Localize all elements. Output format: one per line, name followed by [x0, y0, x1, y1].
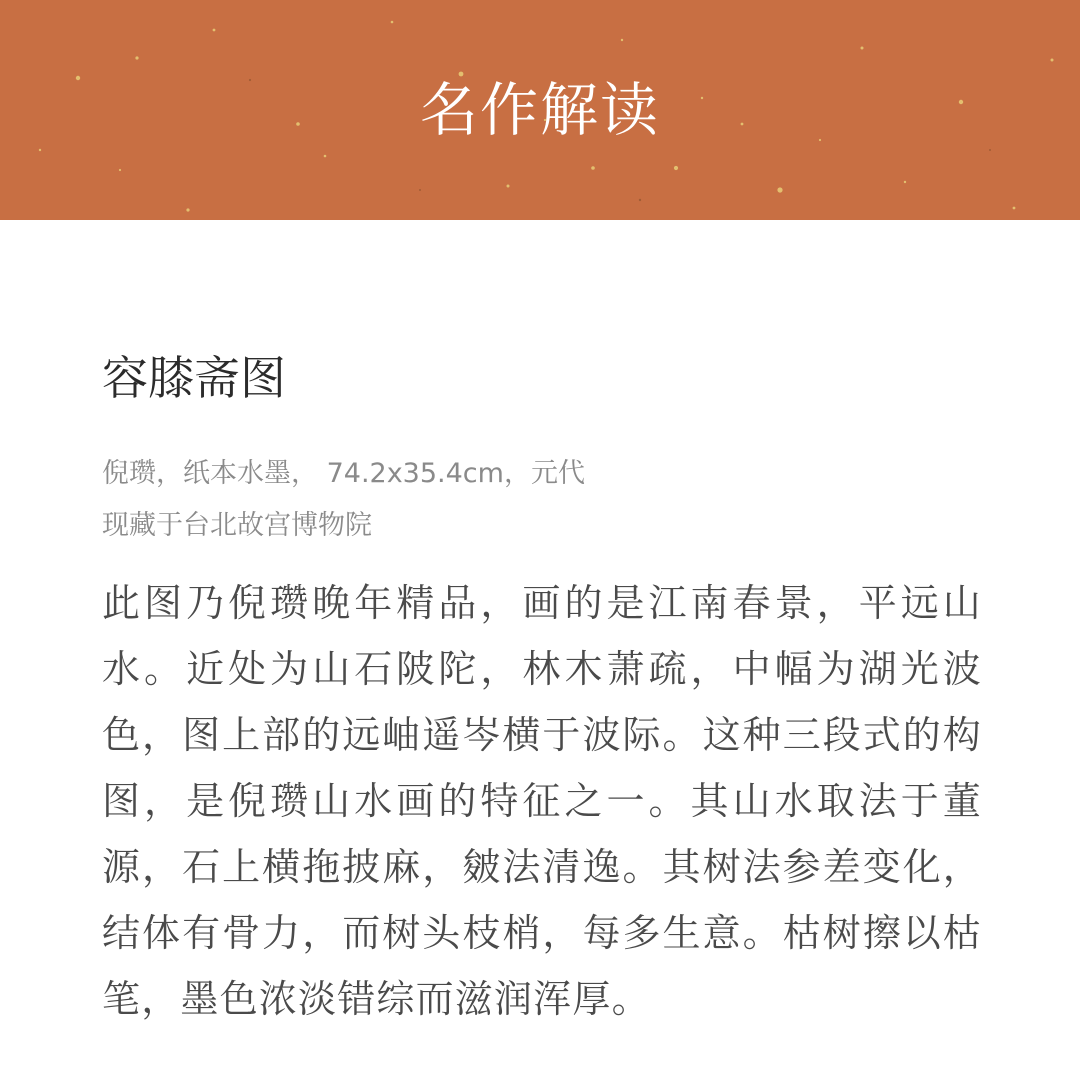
- artwork-meta: [102, 448, 585, 552]
- artwork-meta-line-2: 现藏于台北故宫博物院: [102, 510, 372, 541]
- artwork-meta-line-1: 倪瓒，纸本水墨， 74.2x35.4cm，元代: [102, 458, 585, 489]
- artwork-description: 此图乃倪瓒晚年精品，画的是江南春景，平远山水。近处为山石陂陀，林木萧疏，中幅为湖光波色，图上部的远岫遥岑横于波际。这种三段式的构图，是倪瓒山水画的特征之一。其山水取法于董源，石上横拖披麻，皴法清逸。其树法参差变化，结体有骨力，而树头枝梢，每多生意。枯树擦以枯笔，墨色浓淡错综而滋润浑厚。: [102, 581, 982, 1021]
- artwork-title: 容膝斋图: [102, 351, 286, 405]
- page-title: 名作解读: [419, 76, 660, 144]
- header-banner: [0, 0, 1080, 220]
